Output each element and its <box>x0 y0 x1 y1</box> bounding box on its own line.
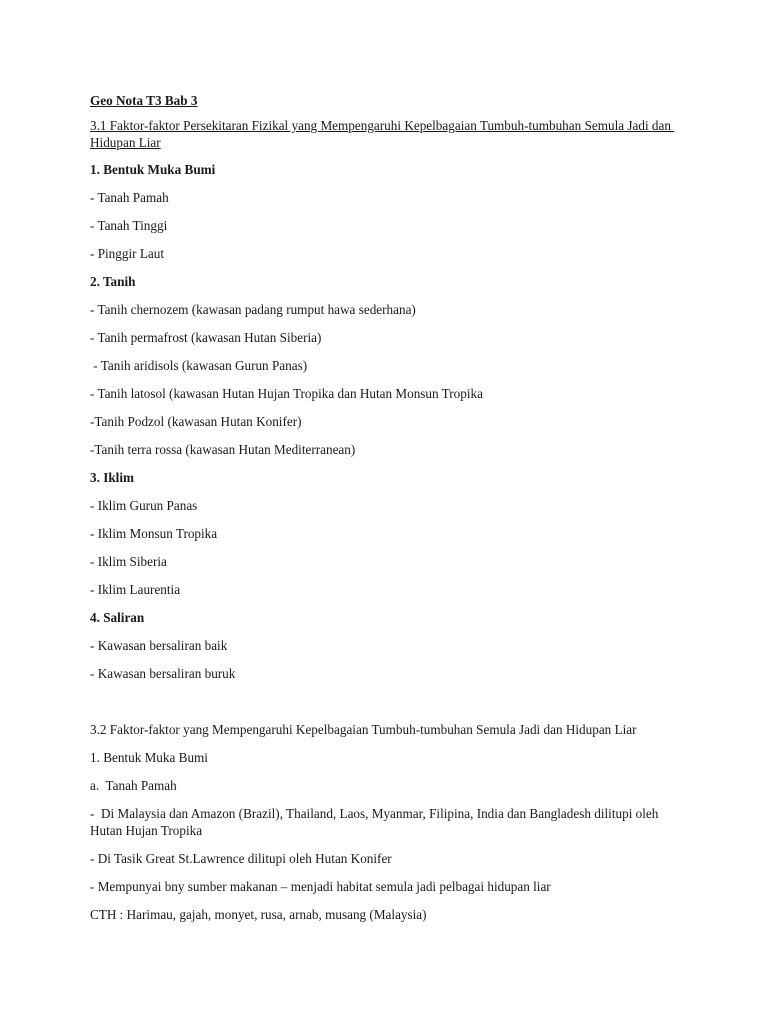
group-bentuk-muka-bumi <box>90 161 690 262</box>
section-heading-3-2: 3.2 Faktor-faktor yang Mempengaruhi Kepelbagaian Tumbuh-tumbuhan Semula Jadi dan Hidupan Liar <box>90 722 637 737</box>
list-item: - Kawasan bersaliran buruk <box>90 666 236 681</box>
list-item: - Pinggir Laut <box>90 246 164 261</box>
list-item: - Tanih latosol (kawasan Hutan Hujan Tropika dan Hutan Monsun Tropika <box>90 386 483 401</box>
paragraph: - Mempunyai bny sumber makanan – menjadi habitat semula jadi pelbagai hidupan liar <box>90 879 551 894</box>
group-tanih <box>90 273 690 458</box>
list-item: - Iklim Monsun Tropika <box>90 526 218 541</box>
list-item: - Tanih chernozem (kawasan padang rumput hawa sederhana) <box>90 302 416 317</box>
list-item: - Tanih aridisols (kawasan Gurun Panas) <box>90 358 308 373</box>
group-iklim <box>90 469 690 598</box>
section-spacer <box>90 693 690 721</box>
list-item: - Iklim Siberia <box>90 554 167 569</box>
paragraph: - Di Tasik Great St.Lawrence dilitupi oleh Hutan Konifer <box>90 851 392 866</box>
paragraph: - Di Malaysia dan Amazon (Brazil), Thailand, Laos, Myanmar, Filipina, India dan Bangladesh dilitupi oleh Hutan Hujan Tropika <box>90 806 662 838</box>
group-heading: 3. Iklim <box>90 470 134 485</box>
group-heading: 1. Bentuk Muka Bumi <box>90 162 216 177</box>
list-item: - Iklim Laurentia <box>90 582 181 597</box>
document-title: Geo Nota T3 Bab 3 <box>90 93 198 108</box>
document-page <box>90 92 690 934</box>
list-item: -Tanih terra rossa (kawasan Hutan Mediterranean) <box>90 442 356 457</box>
group-saliran <box>90 609 690 682</box>
list-item: - Tanih permafrost (kawasan Hutan Siberia) <box>90 330 322 345</box>
paragraph: 1. Bentuk Muka Bumi <box>90 750 208 765</box>
list-item: - Kawasan bersaliran baik <box>90 638 228 653</box>
paragraph: CTH : Harimau, gajah, monyet, rusa, arnab, musang (Malaysia) <box>90 907 427 922</box>
paragraph: a. Tanah Pamah <box>90 778 177 793</box>
list-item: - Iklim Gurun Panas <box>90 498 198 513</box>
list-item: - Tanah Tinggi <box>90 218 168 233</box>
group-heading: 2. Tanih <box>90 274 136 289</box>
group-heading: 4. Saliran <box>90 610 145 625</box>
section-heading-3-1: 3.1 Faktor-faktor Persekitaran Fizikal yang Mempengaruhi Kepelbagaian Tumbuh-tumbuhan Semula Jadi dan Hidupan Liar <box>90 118 675 150</box>
list-item: -Tanih Podzol (kawasan Hutan Konifer) <box>90 414 302 429</box>
list-item: - Tanah Pamah <box>90 190 169 205</box>
